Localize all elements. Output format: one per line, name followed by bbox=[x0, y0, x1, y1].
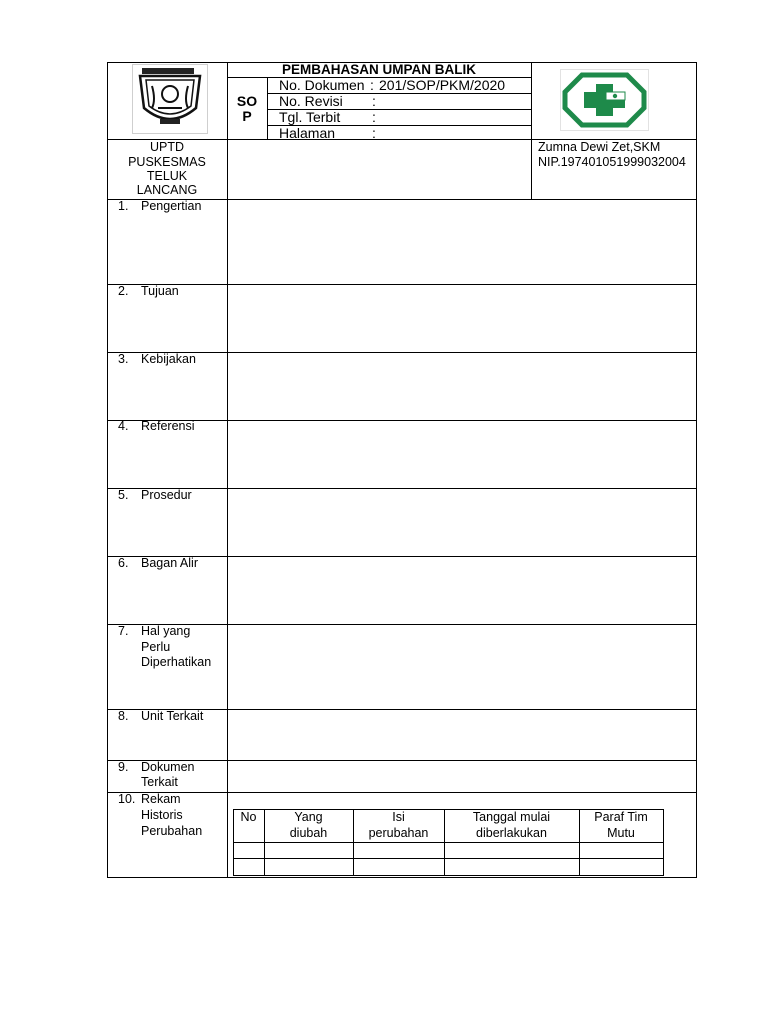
meta-sep: : bbox=[372, 93, 376, 109]
meta-label: No. Revisi bbox=[279, 93, 343, 109]
meta-sep: : bbox=[372, 109, 376, 125]
signer-name: Zumna Dewi Zet,SKM bbox=[538, 140, 661, 154]
table-row bbox=[233, 859, 663, 875]
document-title: PEMBAHASAN UMPAN BALIK bbox=[282, 62, 476, 77]
section-number: 3. bbox=[118, 352, 129, 366]
history-header-isi-perubahan: perubahan bbox=[368, 826, 429, 840]
section-label: Prosedur bbox=[141, 488, 192, 502]
section-number: 7. bbox=[118, 624, 129, 638]
section-number: 4. bbox=[118, 419, 129, 433]
meta-label: Tgl. Terbit bbox=[279, 109, 341, 125]
section-number: 1. bbox=[118, 199, 129, 213]
history-header-tanggal: Tanggal mulai bbox=[472, 810, 551, 824]
sop-label-line-2: P bbox=[242, 108, 252, 124]
section-number: 2. bbox=[118, 284, 129, 298]
section-number: 9. bbox=[118, 760, 129, 774]
section-label: Rekam bbox=[141, 792, 181, 806]
section-number: 10. bbox=[118, 792, 136, 806]
section-label: Kebijakan bbox=[141, 352, 196, 366]
org-line: LANCANG bbox=[136, 183, 198, 197]
history-header-yang-diubah: diubah bbox=[289, 826, 328, 840]
section-number: 8. bbox=[118, 709, 129, 723]
table-row bbox=[233, 843, 663, 858]
section-label: Perubahan bbox=[141, 824, 203, 838]
sop-label-line-1: SO bbox=[236, 93, 258, 109]
section-label: Referensi bbox=[141, 419, 195, 433]
section-number: 6. bbox=[118, 556, 129, 570]
signer-nip: NIP.197401051999032004 bbox=[538, 155, 686, 169]
section-label: Dokumen bbox=[141, 760, 195, 774]
meta-sep: : bbox=[370, 77, 374, 93]
history-header-no: No bbox=[240, 810, 257, 824]
section-label: Diperhatikan bbox=[141, 655, 212, 669]
history-header-tanggal: diberlakukan bbox=[476, 826, 547, 840]
section-label: Perlu bbox=[141, 640, 171, 654]
history-header-paraf: Mutu bbox=[607, 826, 635, 840]
history-header-paraf: Paraf Tim bbox=[594, 810, 648, 824]
section-label: Hal yang bbox=[141, 624, 191, 638]
meta-label: No. Dokumen bbox=[279, 77, 365, 93]
section-label: Bagan Alir bbox=[141, 556, 198, 570]
meta-sep: : bbox=[372, 125, 376, 141]
meta-value: 201/SOP/PKM/2020 bbox=[379, 77, 506, 93]
section-label: Terkait bbox=[141, 775, 178, 789]
org-line: TELUK bbox=[146, 169, 188, 183]
meta-label: Halaman bbox=[279, 125, 336, 141]
section-label: Tujuan bbox=[141, 284, 179, 298]
puskesmas-cross-icon bbox=[560, 69, 649, 131]
section-label: Pengertian bbox=[141, 199, 202, 213]
section-label: Historis bbox=[141, 808, 183, 822]
section-number: 5. bbox=[118, 488, 129, 502]
org-line: UPTD bbox=[149, 140, 185, 154]
history-header-yang-diubah: Yang bbox=[294, 810, 323, 824]
regional-emblem-icon bbox=[132, 64, 208, 134]
org-line: PUSKESMAS bbox=[128, 155, 206, 169]
history-header-isi-perubahan: Isi bbox=[392, 810, 405, 824]
section-label: Unit Terkait bbox=[141, 709, 204, 723]
